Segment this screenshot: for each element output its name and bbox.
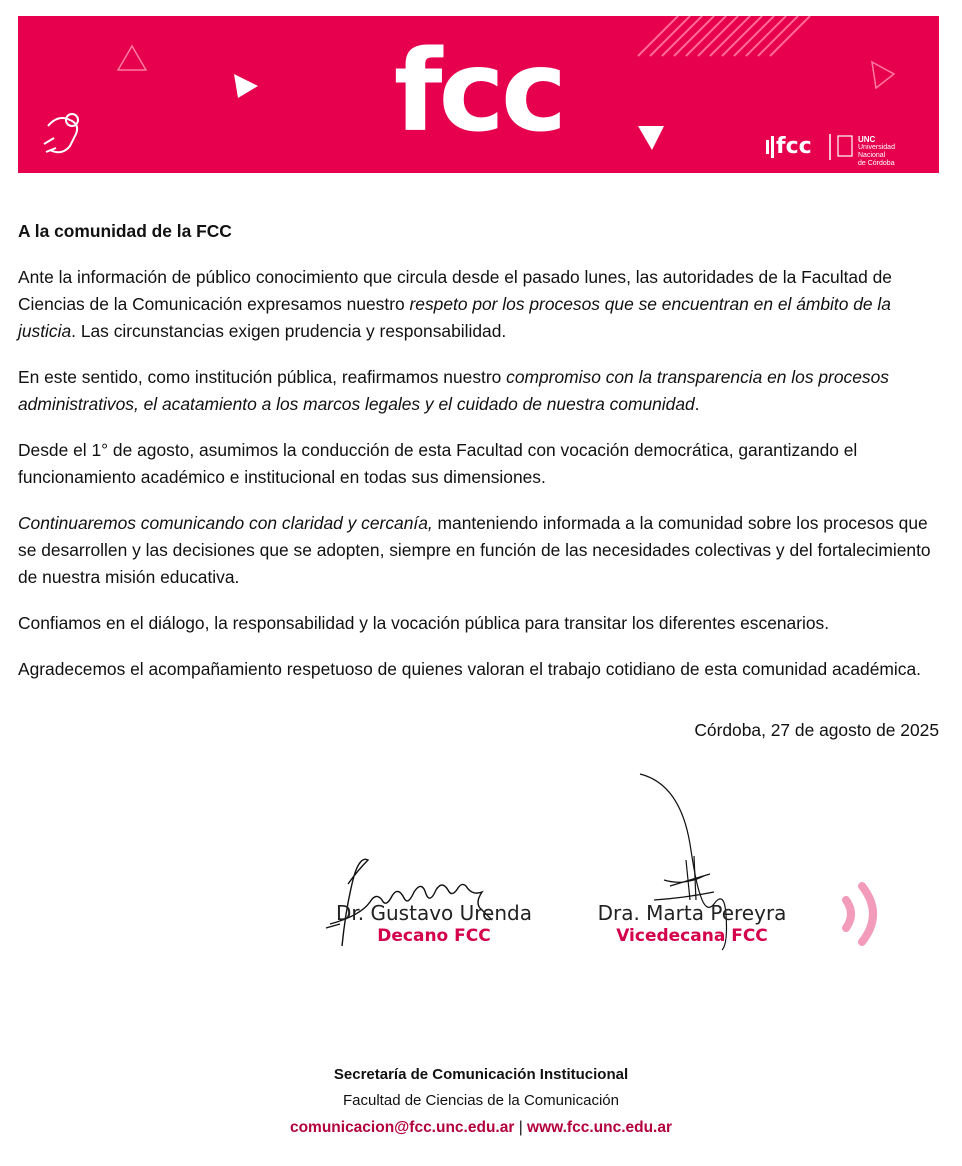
unc-line: Nacional <box>858 152 886 159</box>
paragraph-1 <box>18 264 940 345</box>
unc-line: de Córdoba <box>858 160 895 167</box>
signer-name: Dra. Marta Pereyra <box>597 901 787 925</box>
fcc-mini-logo: fcc <box>776 134 812 159</box>
unc-line: UNC <box>858 135 876 144</box>
signer-role: Vicedecana FCC <box>616 926 768 946</box>
p2-text-end: . <box>694 394 700 414</box>
header-banner <box>18 16 939 173</box>
signer-role: Decano FCC <box>377 926 491 946</box>
unc-logo-text <box>858 136 895 168</box>
p2-text: En este sentido, como institución pública, reafirmamos nuestro <box>18 367 507 387</box>
separator: | <box>518 1119 523 1136</box>
email-link[interactable]: comunicacion@fcc.unc.edu.ar <box>289 1119 515 1136</box>
paragraph-3: Desde el 1° de agosto, asumimos la conducción de esta Facultad con vocación democrática, garantizando el funcionamiento académico e institucional en todas sus dimensiones. <box>18 440 858 487</box>
footer-contacts <box>0 1119 962 1137</box>
signer-name: Dr. Gustavo Urenda <box>336 901 532 925</box>
signature-block-vicedean <box>582 901 802 947</box>
paragraph-2 <box>18 364 940 418</box>
p4-text: manteniendo informada a la comunidad sobre los procesos que se desarrollen y las decisiones que se adopten, siempre en función de las necesidades colectivas y del fortalecimiento de nuestra misión educativa. <box>18 513 931 587</box>
p2-emphasis: compromiso con la transparencia en los procesos administrativos, el acatamiento a los marcos legales y el cuidado de nuestra comunidad <box>18 367 889 414</box>
p1-text-end: . Las circunstancias exigen prudencia y responsabilidad. <box>71 321 507 341</box>
p4-emphasis: Continuaremos comunicando con claridad y cercanía, <box>18 513 433 533</box>
paragraph-5: Confiamos en el diálogo, la responsabilidad y la vocación pública para transitar los diferentes escenarios. <box>18 613 830 633</box>
letter-date: Córdoba, 27 de agosto de 2025 <box>694 720 939 740</box>
footer-faculty: Facultad de Ciencias de la Comunicación <box>343 1092 619 1109</box>
paragraph-6: Agradecemos el acompañamiento respetuoso de quienes valoran el trabajo cotidiano de esta comunidad académica. <box>18 659 921 679</box>
p1-emphasis: respeto por los procesos que se encuentran en el ámbito de la justicia <box>18 294 891 341</box>
signature-block-dean <box>322 901 546 947</box>
fcc-wave-icon <box>840 880 884 950</box>
unc-line: Universidad <box>858 144 895 151</box>
website-link[interactable]: www.fcc.unc.edu.ar <box>527 1119 673 1136</box>
p1-text: Ante la información de público conocimiento que circula desde el pasado lunes, las autoridades de la Facultad de Ciencias de la Comunicación expresamos nuestro <box>18 267 892 314</box>
paragraph-4 <box>18 510 940 591</box>
letter-body <box>18 218 940 702</box>
greeting: A la comunidad de la FCC <box>18 221 232 241</box>
footer-office: Secretaría de Comunicación Institucional <box>333 1066 629 1083</box>
fcc-logo: fcc <box>393 27 564 157</box>
